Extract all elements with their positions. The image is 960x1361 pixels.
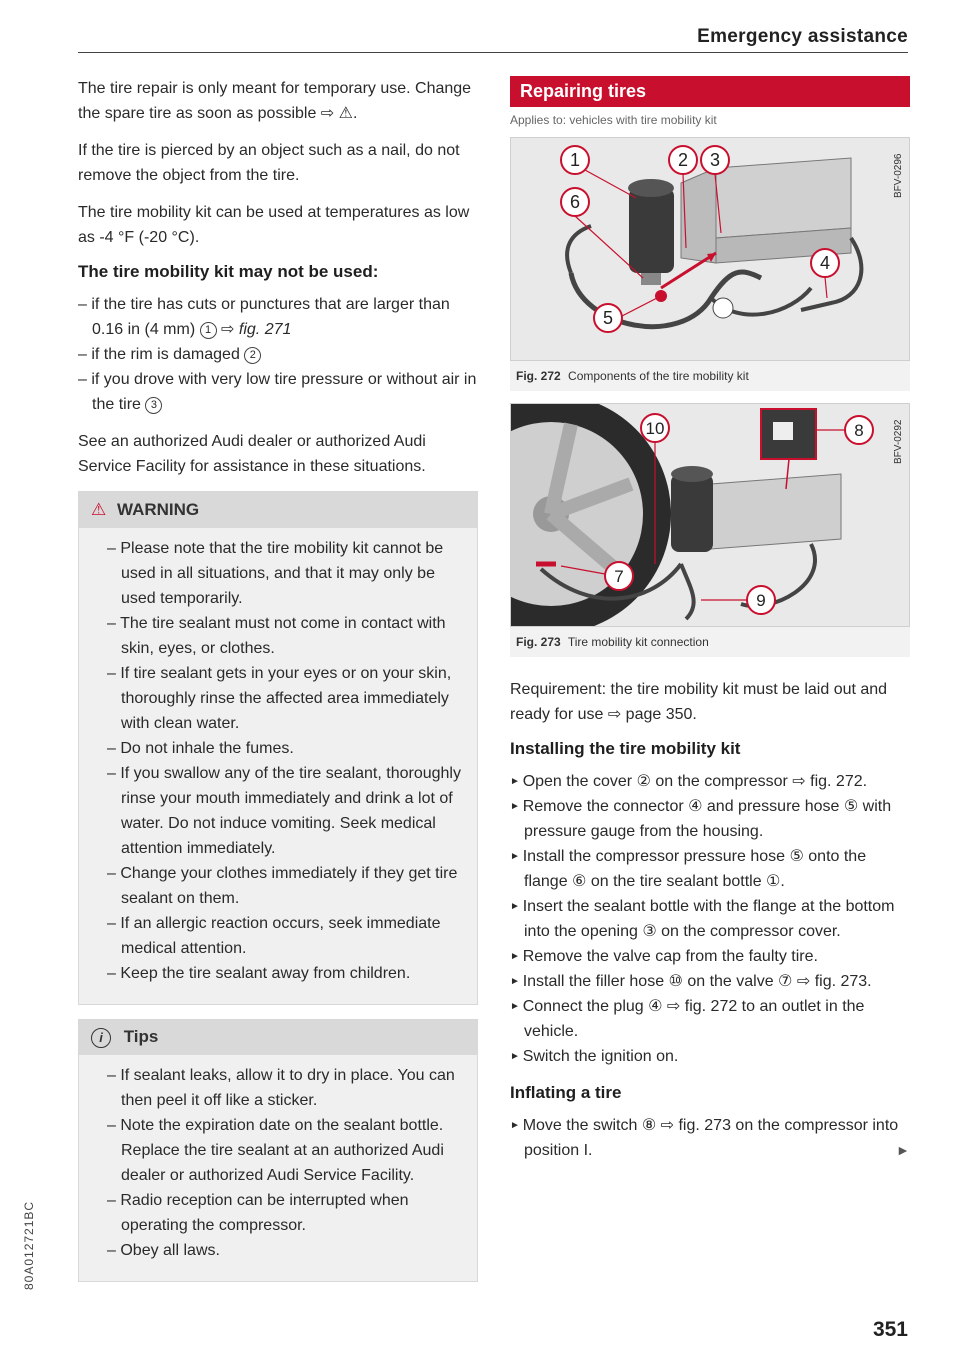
callout-7: 7 [614,567,624,586]
warning-list [93,536,463,986]
list-item-text: if the tire has cuts or punctures that are larger than 0.16 in (4 mm) [91,296,450,338]
figure-code: BFV-0296 [893,153,904,198]
list-item: – The tire sealant must not come in contact with skin, eyes, or clothes. [93,611,463,661]
tips-list [93,1063,463,1263]
list-item: – If tire sealant gets in your eyes or on your skin, thoroughly rinse the affected area immediately with clean water. [93,661,463,736]
step-item: ► Connect the plug ④ ⇨ fig. 272 to an outlet in the vehicle. [510,994,910,1044]
not-used-list [78,292,478,417]
page-number: 351 [872,1318,908,1341]
list-item-text: if you drove with very low tire pressure or without air in the tire [91,371,477,413]
warning-header [79,492,477,528]
not-used-heading: The tire mobility kit may not be used: [78,262,379,281]
tips-header [79,1020,477,1055]
left-column [78,76,478,1282]
step-item: ► Install the filler hose ⑩ on the valve ⑦ ⇨ fig. 273. [510,969,910,994]
running-header: Emergency assistance [697,26,908,47]
step-item: ► Open the cover ② on the compressor ⇨ fig. 272. [510,769,910,794]
figure-273-caption [510,627,910,657]
callout-4: 4 [819,253,831,273]
tips-title: Tips [123,1027,159,1046]
tire-kit-connection-illustration [511,404,909,626]
figure-label: Fig. 273 [516,635,561,649]
figure-reference[interactable]: ⇨ fig. 271 [221,321,292,338]
callout-3: 3 [709,150,721,170]
list-item: – Note the expiration date on the sealant bottle. Replace the tire sealant at an authorized Audi dealer or authorized Audi Service Facility. [93,1113,463,1188]
list-item: – If you swallow any of the tire sealant, thoroughly rinse your mouth immediately and drink a lot of water. Do not induce vomiting. Seek medical attention immediately. [93,761,463,861]
warning-triangle-icon: ⚠ [91,500,107,519]
callout-6: 6 [569,192,581,212]
figure-272-caption [510,361,910,391]
step-item: ► Move the switch ⑧ ⇨ fig. 273 on the compressor into position I. ► [510,1113,910,1163]
right-column [510,76,910,1177]
callout-number: 2 [244,347,261,364]
figure-code: BFV-0292 [893,419,904,464]
header-rule [78,52,908,53]
inflate-steps [510,1113,910,1163]
figure-label: Fig. 272 [516,369,561,383]
step-item: ► Install the compressor pressure hose ⑤ onto the flange ⑥ on the tire sealant bottle ①. [510,844,910,894]
list-item-text: if the rim is damaged [91,346,240,363]
intro-paragraph-3: The tire mobility kit can be used at temperatures as low as -4 °F (-20 °C). [78,204,470,246]
step-item: ► Switch the ignition on. [510,1044,910,1069]
requirement-paragraph: Requirement: the tire mobility kit must be laid out and ready for use ⇨ page 350. [510,681,888,723]
callout-8: 8 [854,421,864,440]
warning-title: WARNING [116,500,200,519]
tire-mobility-kit-illustration [511,138,909,360]
intro-paragraph-2: If the tire is pierced by an object such as a nail, do not remove the object from the tire. [78,142,460,184]
callout-1: 1 [569,150,581,170]
install-heading: Installing the tire mobility kit [510,739,741,758]
list-item: – Keep the tire sealant away from children. [93,961,463,986]
list-item: – Please note that the tire mobility kit cannot be used in all situations, and that it may only be used temporarily. [93,536,463,611]
warning-box [78,491,478,1005]
list-item: – If sealant leaks, allow it to dry in place. You can then peel it off like a sticker. [93,1063,463,1113]
dealer-paragraph: See an authorized Audi dealer or authorized Audi Service Facility for assistance in these situations. [78,433,426,475]
install-steps [510,769,910,1069]
list-item [78,367,478,417]
step-item: ► Remove the connector ④ and pressure hose ⑤ with pressure gauge from the housing. [510,794,910,844]
tips-box [78,1019,478,1282]
step-text: Move the switch ⑧ ⇨ fig. 273 on the compressor into position I. [522,1117,899,1159]
caption-text: Components of the tire mobility kit [568,369,749,383]
list-item: – Obey all laws. [93,1238,463,1263]
callout-5: 5 [602,308,614,328]
callout-9: 9 [756,591,766,610]
callout-number: 1 [200,322,217,339]
caption-text: Tire mobility kit connection [567,635,709,649]
step-item: ► Insert the sealant bottle with the flange at the bottom into the opening ③ on the compressor cover. [510,894,910,944]
intro-paragraph-1: The tire repair is only meant for temporary use. Change the spare tire as soon as possible ⇨ ⚠. [78,80,472,122]
list-item: – Do not inhale the fumes. [93,736,463,761]
inflate-heading: Inflating a tire [510,1083,622,1102]
callout-10: 10 [645,419,665,438]
callout-2: 2 [677,150,689,170]
figure-272 [510,137,910,361]
list-item: – Radio reception can be interrupted when operating the compressor. [93,1188,463,1238]
info-icon: i [91,1028,111,1048]
list-item [78,342,478,367]
applies-to-note: Applies to: vehicles with tire mobility kit [510,113,717,127]
step-item: ► Remove the valve cap from the faulty tire. [510,944,910,969]
list-item: – Change your clothes immediately if they get tire sealant on them. [93,861,463,911]
figure-273 [510,403,910,627]
callout-number: 3 [145,397,162,414]
list-item [78,292,478,342]
section-title: Repairing tires [510,76,910,107]
document-code: 80A012721BC [22,1200,36,1290]
list-item: – If an allergic reaction occurs, seek immediate medical attention. [93,911,463,961]
